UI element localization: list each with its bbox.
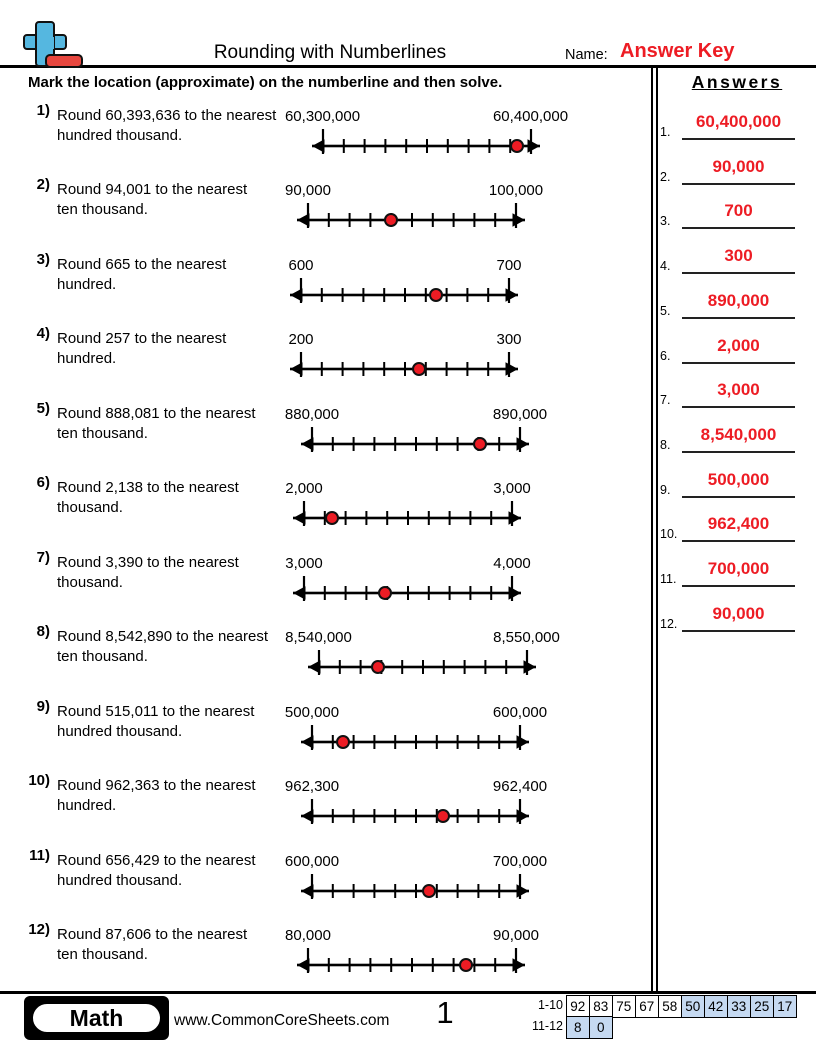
problem-row bbox=[28, 541, 648, 613]
numberline-right-label: 890,000 bbox=[492, 405, 548, 423]
answers-title: Answers bbox=[691, 72, 783, 92]
answer-row bbox=[660, 514, 816, 542]
score-cell: 58 bbox=[658, 995, 683, 1018]
score-row-label: 1-10 bbox=[537, 998, 563, 1012]
answer-value: 3,000 bbox=[682, 380, 795, 408]
problem-text-line2: ten thousand. bbox=[57, 201, 148, 219]
numberline bbox=[285, 926, 539, 987]
numberline-dot bbox=[378, 586, 392, 600]
numberline-left-label: 600,000 bbox=[284, 852, 340, 870]
problem-row bbox=[28, 764, 648, 836]
answer-number: 3. bbox=[660, 214, 671, 229]
problem-text-line2: hundred thousand. bbox=[57, 871, 183, 889]
name-value: Answer Key bbox=[620, 40, 735, 62]
problem-text bbox=[57, 851, 285, 891]
footer-divider bbox=[0, 991, 816, 994]
answer-number: 8. bbox=[660, 437, 671, 452]
numberline-axis-icon bbox=[300, 722, 530, 762]
problem-row bbox=[28, 168, 648, 240]
page-number: 1 bbox=[436, 995, 454, 1030]
numberline-left-label: 500,000 bbox=[284, 703, 340, 721]
numberline-left-label: 962,300 bbox=[284, 778, 340, 796]
answer-value: 8,540,000 bbox=[682, 425, 795, 453]
problem-row bbox=[28, 94, 648, 166]
problem-text bbox=[57, 106, 285, 146]
numberline bbox=[285, 554, 531, 615]
numberline bbox=[288, 256, 522, 317]
problem-text bbox=[57, 329, 285, 369]
answer-row bbox=[660, 336, 816, 364]
numberline-dot bbox=[422, 884, 436, 898]
numberline-dot bbox=[429, 288, 443, 302]
problem-text-line1: Round 656,429 to the nearest bbox=[57, 851, 256, 869]
problem-row bbox=[28, 839, 648, 911]
numberline bbox=[284, 703, 548, 764]
score-row-label: 11-12 bbox=[531, 1019, 563, 1033]
score-table bbox=[519, 995, 797, 1037]
answer-number: 7. bbox=[660, 393, 671, 408]
problem-row bbox=[28, 615, 648, 687]
problem-text-line2: ten thousand. bbox=[57, 424, 148, 442]
problem-text-line1: Round 888,081 to the nearest bbox=[57, 404, 256, 422]
numberline-left-label: 880,000 bbox=[284, 405, 340, 423]
subject-label: Math bbox=[31, 1002, 162, 1034]
answer-row bbox=[660, 470, 816, 498]
header-divider bbox=[0, 65, 816, 68]
problem-text bbox=[57, 627, 285, 667]
answer-row bbox=[660, 201, 816, 229]
score-row bbox=[519, 995, 797, 1016]
score-cell: 8 bbox=[566, 1016, 591, 1039]
numberline-right-label: 3,000 bbox=[493, 480, 531, 498]
minus-icon bbox=[45, 54, 83, 68]
numberline-left-label: 8,540,000 bbox=[285, 629, 352, 647]
numberline-right-label: 4,000 bbox=[493, 554, 531, 572]
answer-row bbox=[660, 291, 816, 319]
problem-row bbox=[28, 317, 648, 389]
numberline bbox=[285, 182, 544, 242]
problem-number: 1) bbox=[36, 102, 50, 119]
problem-text bbox=[57, 776, 285, 816]
answer-value: 60,400,000 bbox=[682, 112, 795, 140]
instruction-text: Mark the location (approximate) on the numberline and then solve. bbox=[28, 74, 503, 91]
numberline-axis-icon bbox=[300, 424, 530, 464]
problem-number: 6) bbox=[36, 474, 50, 492]
problem-text-line1: Round 962,363 to the nearest bbox=[57, 777, 256, 795]
numberline bbox=[284, 778, 548, 838]
answer-row bbox=[660, 425, 816, 453]
problem-text bbox=[57, 925, 285, 965]
problem-row bbox=[28, 243, 648, 315]
problem-text-line1: Round 87,606 to the nearest bbox=[57, 925, 248, 943]
subject-badge bbox=[24, 996, 169, 1040]
score-cell: 0 bbox=[589, 1016, 614, 1039]
problem-number: 8) bbox=[36, 623, 50, 641]
answer-value: 700 bbox=[682, 201, 795, 229]
numberline-axis-icon bbox=[296, 945, 526, 985]
numberline-right-label: 962,400 bbox=[492, 778, 548, 796]
numberline-right-label: 700 bbox=[496, 256, 522, 274]
numberline-axis-icon bbox=[289, 275, 519, 315]
numberline-axis-icon bbox=[292, 573, 522, 613]
problem-text-line1: Round 3,390 to the nearest bbox=[57, 553, 239, 571]
answer-row bbox=[660, 559, 816, 587]
problem-text-line1: Round 8,542,890 to the nearest bbox=[57, 628, 268, 646]
numberline bbox=[288, 331, 522, 391]
answer-number: 4. bbox=[660, 259, 671, 274]
problem-text bbox=[57, 180, 285, 220]
problem-number: 4) bbox=[36, 325, 50, 343]
answer-value: 2,000 bbox=[682, 336, 795, 364]
problem-text bbox=[57, 255, 285, 295]
problem-number: 9) bbox=[36, 697, 50, 715]
numberline bbox=[285, 480, 531, 540]
numberline-dot bbox=[459, 958, 473, 972]
problem-number: 11) bbox=[29, 846, 50, 864]
numberline-axis-icon bbox=[300, 796, 530, 836]
column-divider bbox=[651, 66, 658, 992]
numberline-left-label: 2,000 bbox=[285, 480, 323, 498]
problem-text-line2: ten thousand. bbox=[57, 648, 148, 666]
score-cell: 67 bbox=[635, 995, 660, 1018]
problem-text-line1: Round 665 to the nearest bbox=[57, 255, 227, 273]
problem-text-line1: Round 60,393,636 to the nearest bbox=[57, 107, 277, 124]
answer-row bbox=[660, 157, 816, 185]
score-cell: 25 bbox=[750, 995, 775, 1018]
answers-panel bbox=[660, 112, 816, 672]
problem-number: 2) bbox=[36, 176, 50, 194]
problem-text-line2: hundred. bbox=[57, 797, 117, 815]
numberline-right-label: 60,400,000 bbox=[492, 108, 569, 125]
score-row bbox=[519, 1016, 797, 1037]
numberline-axis-icon bbox=[311, 126, 541, 166]
problem-number: 10) bbox=[28, 772, 50, 790]
answer-value: 962,400 bbox=[682, 514, 795, 542]
numberline-dot bbox=[336, 735, 350, 749]
numberline-axis-icon bbox=[296, 200, 526, 240]
problem-text bbox=[57, 553, 285, 593]
answer-row bbox=[660, 112, 816, 140]
score-cell: 42 bbox=[704, 995, 729, 1018]
problem-number: 3) bbox=[36, 250, 50, 268]
answer-row bbox=[660, 604, 816, 632]
numberline-left-label: 90,000 bbox=[285, 182, 331, 200]
answer-value: 300 bbox=[682, 246, 795, 274]
problem-text-line1: Round 94,001 to the nearest bbox=[57, 181, 248, 199]
answer-value: 700,000 bbox=[682, 559, 795, 587]
problem-text-line1: Round 257 to the nearest bbox=[57, 330, 227, 348]
website-text: www.CommonCoreSheets.com bbox=[174, 1012, 390, 1029]
answer-row bbox=[660, 380, 816, 408]
answer-row bbox=[660, 246, 816, 274]
problem-number: 12) bbox=[28, 920, 50, 938]
numberline-dot bbox=[436, 809, 450, 823]
numberline-right-label: 700,000 bbox=[492, 852, 548, 870]
score-cell: 83 bbox=[589, 995, 614, 1018]
problem-number: 5) bbox=[36, 399, 50, 417]
numberline-left-label: 200 bbox=[288, 331, 314, 349]
page-title: Rounding with Numberlines bbox=[213, 42, 447, 63]
answer-number: 9. bbox=[660, 482, 671, 497]
problem-text-line1: Round 515,011 to the nearest bbox=[57, 702, 255, 720]
numberline-axis-icon bbox=[307, 647, 537, 687]
problem-text-line2: hundred. bbox=[57, 350, 117, 368]
numberline bbox=[284, 852, 548, 913]
numberline-dot bbox=[510, 139, 524, 153]
numberline-right-label: 90,000 bbox=[493, 926, 539, 944]
answer-number: 11. bbox=[660, 572, 677, 586]
numberline-right-label: 8,550,000 bbox=[493, 629, 560, 647]
numberline-left-label: 60,300,000 bbox=[284, 108, 361, 125]
numberline-right-label: 100,000 bbox=[488, 182, 544, 200]
numberline-axis-icon bbox=[289, 349, 519, 389]
answer-number: 10. bbox=[660, 527, 678, 542]
problem-text-line2: thousand. bbox=[57, 499, 123, 517]
name-label: Name: bbox=[565, 47, 608, 63]
problem-row bbox=[28, 690, 648, 762]
problem-text-line2: hundred. bbox=[57, 275, 117, 293]
problem-text-line1: Round 2,138 to the nearest bbox=[57, 479, 239, 497]
numberline bbox=[284, 405, 548, 466]
score-cell: 17 bbox=[773, 995, 798, 1018]
numberline-left-label: 80,000 bbox=[285, 926, 331, 944]
problem-row bbox=[28, 392, 648, 464]
numberline-left-label: 600 bbox=[288, 256, 314, 274]
numberline-axis-icon bbox=[300, 871, 530, 911]
score-cell: 33 bbox=[727, 995, 752, 1018]
numberline bbox=[284, 108, 569, 168]
problem-text-line2: hundred thousand. bbox=[57, 127, 183, 144]
problem-text-line2: thousand. bbox=[57, 573, 123, 591]
problem-text-line2: ten thousand. bbox=[57, 945, 148, 963]
answer-number: 5. bbox=[660, 303, 671, 318]
problem-text bbox=[57, 478, 285, 518]
answer-value: 90,000 bbox=[682, 604, 795, 632]
problem-row bbox=[28, 466, 648, 538]
answer-value: 890,000 bbox=[682, 291, 795, 319]
answer-value: 500,000 bbox=[682, 470, 795, 498]
numberline-left-label: 3,000 bbox=[285, 554, 323, 572]
numberline bbox=[285, 629, 560, 689]
score-cell: 75 bbox=[612, 995, 637, 1018]
problem-text-line2: hundred thousand. bbox=[57, 722, 183, 740]
problem-row bbox=[28, 913, 648, 985]
problem-text bbox=[57, 404, 285, 444]
answer-number: 1. bbox=[660, 125, 671, 139]
answer-number: 2. bbox=[660, 169, 671, 184]
numberline-right-label: 600,000 bbox=[492, 703, 548, 721]
problem-number: 7) bbox=[36, 548, 50, 566]
numberline-right-label: 300 bbox=[496, 331, 522, 349]
numberline-dot bbox=[473, 437, 487, 451]
answer-number: 12. bbox=[660, 616, 678, 631]
problem-text bbox=[57, 702, 285, 742]
score-cell: 50 bbox=[681, 995, 706, 1018]
problems bbox=[28, 94, 648, 994]
answer-number: 6. bbox=[660, 348, 671, 363]
commoncoresheets-logo bbox=[14, 10, 94, 70]
score-cell: 92 bbox=[566, 995, 591, 1018]
answer-value: 90,000 bbox=[682, 157, 795, 185]
